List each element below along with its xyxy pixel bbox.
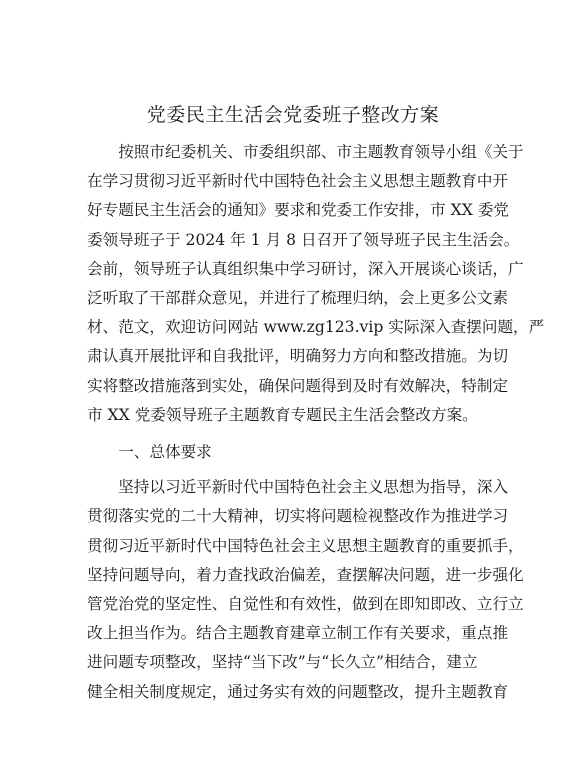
- paragraph-line: 改上担当作为。结合主题教育建章立制工作有关要求，重点推: [87, 624, 509, 643]
- paragraph-line: 市 XX 党委领导班子主题教育专题民主生活会整改方案。: [87, 405, 478, 424]
- paragraph-line: 坚持问题导向，着力查找政治偏差，查摆解决问题，进一步强化: [87, 565, 524, 584]
- intro-paragraph: [87, 138, 545, 430]
- document-title: 党委民主生活会党委班子整改方案: [146, 104, 440, 126]
- paragraph-line: 贯彻落实党的二十大精神，切实将问题检视整改作为推进学习: [87, 507, 509, 526]
- paragraph-line: 贯彻习近平新时代中国特色社会主义思想主题教育的重要抓手，: [87, 536, 524, 555]
- paragraph-line: 委领导班子于 2024 年 1 月 8 日召开了领导班子民主生活会。: [87, 230, 520, 249]
- paragraph-line: 进问题专项整改，坚持“当下改”与“长久立”相结合，建立: [87, 653, 478, 672]
- requirements-paragraph: [87, 473, 524, 707]
- paragraph-line: 在学习贯彻习近平新时代中国特色社会主义思想主题教育中开: [87, 172, 509, 191]
- paragraph-line: 好专题民主生活会的通知》要求和党委工作安排，市 XX 委党: [87, 201, 509, 220]
- section-heading: 一、总体要求: [87, 443, 212, 462]
- paragraph-line: 会前，领导班子认真组织集中学习研讨，深入开展谈心谈话，广: [87, 259, 524, 278]
- paragraph-line: 坚持以习近平新时代中国特色社会主义思想为指导，深入: [87, 478, 509, 497]
- paragraph-line: 健全相关制度规定，通过务实有效的问题整改，提升主题教育: [87, 682, 509, 701]
- paragraph-line: 材、范文，欢迎访问网站 www.zg123.vip 实际深入查摆问题，严: [87, 318, 545, 337]
- document-body: [87, 138, 545, 707]
- paragraph-line: 管党治党的坚定性、自觉性和有效性，做到在即知即改、立行立: [87, 595, 524, 614]
- paragraph-line: 实将整改措施落到实处，确保问题得到及时有效解决，特制定: [87, 376, 509, 395]
- paragraph-line: 肃认真开展批评和自我批评，明确努力方向和整改措施。为切: [87, 347, 509, 366]
- paragraph-line: 按照市纪委机关、市委组织部、市主题教育领导小组《关于: [87, 143, 524, 161]
- paragraph-line: 泛听取了干部群众意见，并进行了梳理归纳，会上更多公文素: [87, 289, 509, 308]
